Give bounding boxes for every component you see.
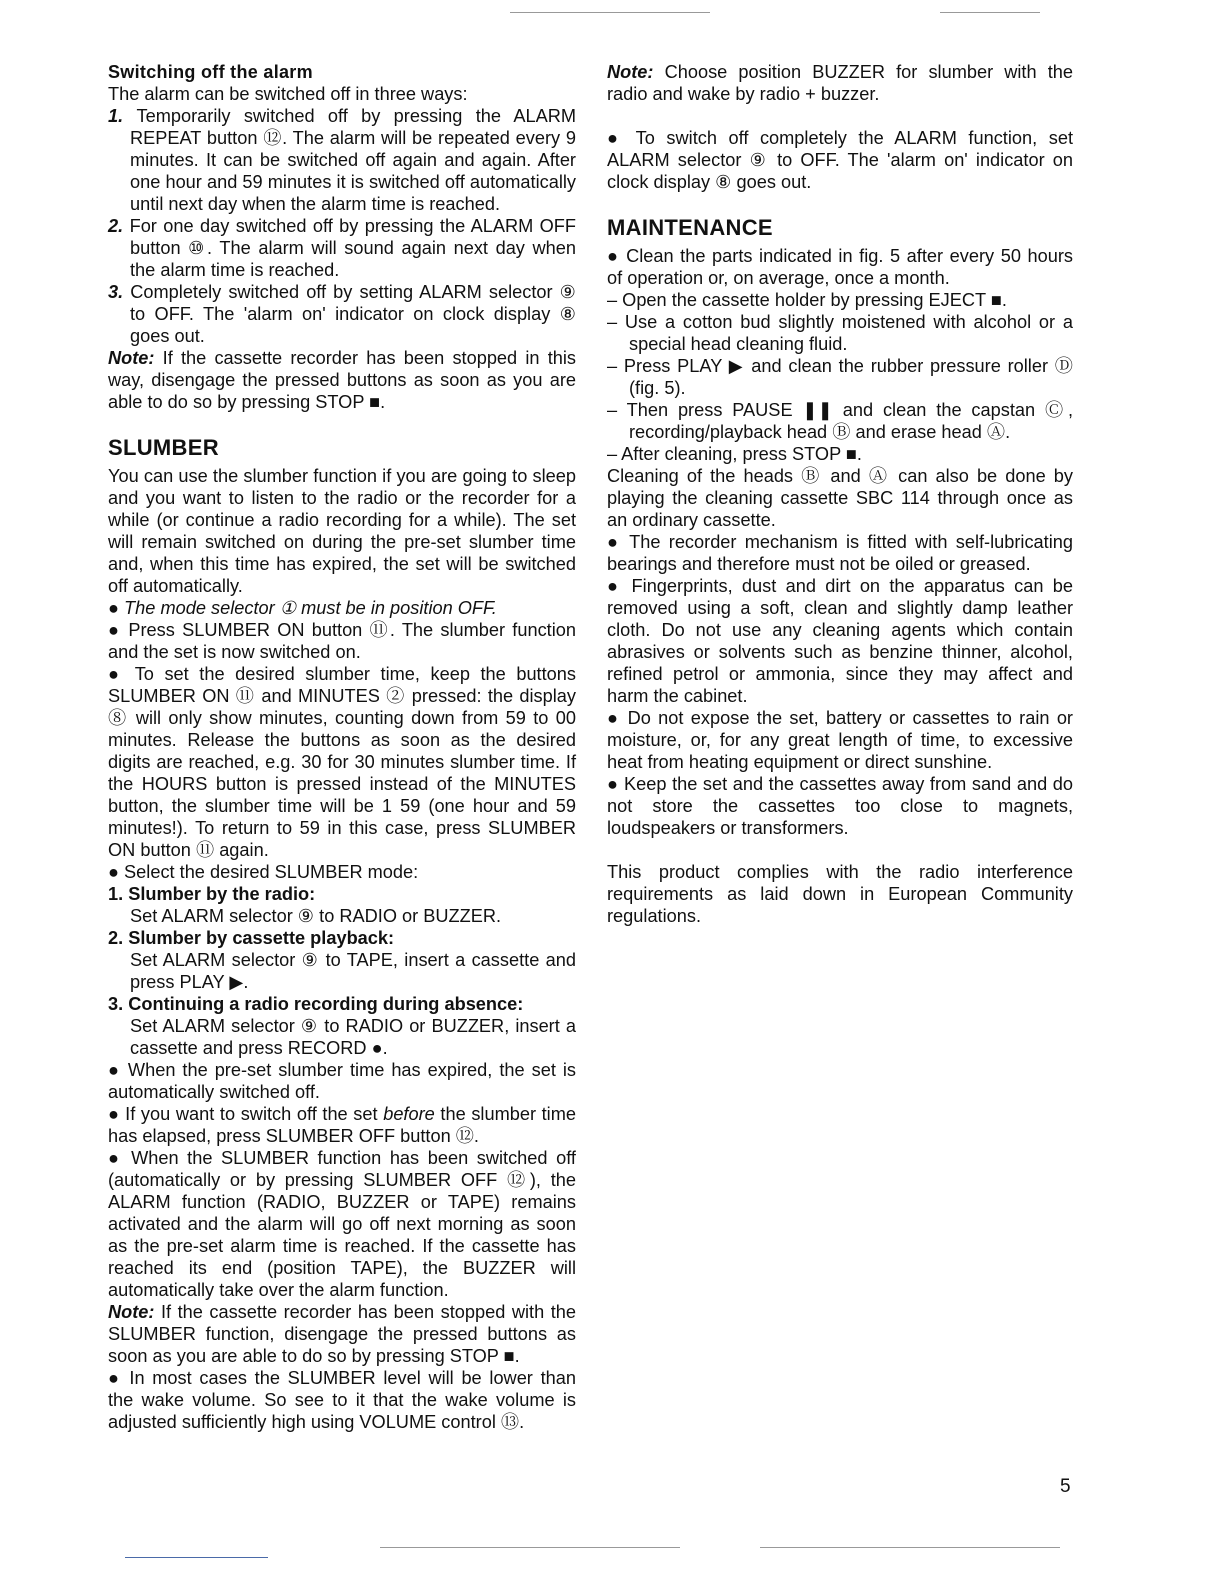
dash-item: [607, 443, 1073, 465]
text-run: SLUMBER: [108, 435, 219, 460]
text-run: 3. Continuing a radio recording during absence:: [108, 994, 524, 1014]
scan-artifact: [510, 12, 710, 13]
paragraph: [108, 1301, 576, 1367]
text-run: If the cassette recorder has been stopped with the SLUMBER function, disengage the pressed buttons as soon as you are able to do so by pressing STOP ■.: [108, 1302, 576, 1366]
paragraph: [108, 1367, 576, 1433]
text-run: Temporarily switched off by pressing the ALARM REPEAT button ⑫. The alarm will be repeated every 9 minutes. It can be switched off again and again. After one hour and 59 minutes it is switched off automatically until next day when the alarm time is reached.: [130, 106, 576, 214]
text-run: ● In most cases the SLUMBER level will be lower than the wake volume. So see to it that the wake volume is adjusted sufficiently high using VOLUME control ⑬.: [108, 1368, 576, 1432]
text-run: 1.: [108, 106, 137, 126]
paragraph: [108, 619, 576, 663]
text-run: – Use a cotton bud slightly moistened with alcohol or a special head cleaning fluid.: [607, 312, 1073, 354]
paragraph: [108, 465, 576, 597]
text-run: – After cleaning, press STOP ■.: [607, 444, 862, 464]
paragraph: [108, 1147, 576, 1301]
text-run: If the cassette recorder has been stopped in this way, disengage the pressed buttons as soon as you are able to do so by pressing STOP ■.: [108, 348, 577, 412]
text-run: ●: [108, 598, 125, 618]
paragraph: [607, 773, 1073, 839]
scan-artifact: [760, 1547, 1060, 1548]
text-run: ● Clean the parts indicated in fig. 5 after every 50 hours of operation or, on average, once a month.: [607, 246, 1073, 288]
scan-artifact: [380, 1547, 680, 1548]
text-run: Choose position BUZZER for slumber with the radio and wake by radio + buzzer.: [607, 62, 1074, 104]
text-run: before: [383, 1104, 435, 1124]
text-run: – Then press PAUSE ❚❚ and clean the capstan Ⓒ, recording/playback head Ⓑ and erase head Ⓐ.: [607, 400, 1073, 442]
paragraph: [607, 127, 1073, 193]
text-run: The alarm can be switched off in three ways:: [108, 84, 468, 104]
paragraph: [108, 597, 576, 619]
paragraph: [607, 61, 1073, 105]
numbered-item: [108, 281, 576, 347]
paragraph: [108, 1015, 576, 1059]
text-run: ● When the pre-set slumber time has expired, the set is automatically switched off.: [108, 1060, 576, 1102]
paragraph: [108, 663, 576, 861]
section-heading: [108, 61, 576, 83]
dash-item: [607, 311, 1073, 355]
text-run: – Open the cassette holder by pressing EJECT ■.: [607, 290, 1007, 310]
footer-rule: [125, 1557, 268, 1558]
text-run: Cleaning of the heads Ⓑ and Ⓐ can also be done by playing the cleaning cassette SBC 114 through once as an ordinary cassette.: [607, 466, 1073, 530]
dash-item: [607, 355, 1073, 399]
text-run: ● When the SLUMBER function has been switched off (automatically or by pressing SLUMBER OFF ⑫), the ALARM function (RADIO, BUZZER or TAPE) remains activated and the alarm will go off next morning as soon as the pre-set alarm time is reached. If the cassette has reached its end (position TAPE), the BUZZER will automatically take over the alarm function.: [108, 1148, 576, 1300]
paragraph: [108, 83, 576, 105]
paragraph: [108, 1059, 576, 1103]
numbered-item: [108, 993, 576, 1015]
text-run: Switching off the alarm: [108, 62, 313, 82]
scan-artifact: [940, 12, 1040, 13]
text-run: Set ALARM selector ⑨ to TAPE, insert a cassette and press PLAY ▶.: [130, 950, 576, 992]
dash-item: [607, 289, 1073, 311]
page-number: 5: [1060, 1476, 1071, 1497]
paragraph: [607, 861, 1073, 927]
text-run: The mode selector ① must be in position OFF.: [124, 598, 497, 618]
text-run: ● Press SLUMBER ON button ⑪. The slumber function and the set is now switched on.: [108, 620, 576, 662]
paragraph: [607, 245, 1073, 289]
numbered-item: [108, 105, 576, 215]
paragraph: [607, 707, 1073, 773]
text-run: Set ALARM selector ⑨ to RADIO or BUZZER, insert a cassette and press RECORD ●.: [130, 1016, 576, 1058]
text-run: the slumber time has elapsed, press SLUMBER OFF button ⑫.: [108, 1104, 576, 1146]
text-run: You can use the slumber function if you are going to sleep and you want to listen to the radio or the recorder for a while (or continue a radio recording for a while). The set will remain switched on during the pre-set slumber time and, when this time has expired, the set will be switched off automatically.: [108, 466, 576, 596]
paragraph: [607, 531, 1073, 575]
text-run: 2.: [108, 216, 130, 236]
right-column: [607, 61, 1073, 927]
text-run: ● Select the desired SLUMBER mode:: [108, 862, 419, 882]
dash-item: [607, 399, 1073, 443]
text-run: ● The recorder mechanism is fitted with self-lubricating bearings and therefore must not be oiled or greased.: [607, 532, 1073, 574]
paragraph: [607, 465, 1073, 531]
text-run: MAINTENANCE: [607, 215, 773, 240]
text-run: – Press PLAY ▶ and clean the rubber pressure roller Ⓓ (fig. 5).: [607, 356, 1073, 398]
text-run: Note:: [607, 62, 665, 82]
text-run: ● Fingerprints, dust and dirt on the apparatus can be removed using a soft, clean and slightly damp leather cloth. Do not use any cleaning agents which contain abrasives or solvents such as benzine thinner, alcohol, refined petrol or ammonia, since they may affect and harm the cabinet.: [607, 576, 1073, 706]
numbered-item: [108, 215, 576, 281]
paragraph: [108, 861, 576, 883]
text-run: ● To set the desired slumber time, keep the buttons SLUMBER ON ⑪ and MINUTES ② pressed: the display ⑧ will only show minutes, counting down from 59 to 00 minutes. Release the buttons as soon as the desired digits are reached, e.g. 30 for 30 minutes slumber time. If the HOURS button is pressed instead of the MINUTES button, the slumber time will be 1 59 (one hour and 59 minutes!). To return to 59 in this case, press SLUMBER ON button ⑪ again.: [108, 664, 576, 860]
text-run: ● Do not expose the set, battery or cassettes to rain or moisture, or, for any great length of time, to excessive heat from heating equipment or direct sunshine.: [607, 708, 1073, 772]
paragraph: [108, 949, 576, 993]
text-run: ● If you want to switch off the set: [108, 1104, 384, 1124]
text-run: 3.: [108, 282, 131, 302]
text-run: This product complies with the radio interference requirements as laid down in European Community regulations.: [607, 862, 1073, 926]
text-run: 1. Slumber by the radio:: [108, 884, 316, 904]
section-heading: [108, 435, 576, 461]
paragraph: [607, 575, 1073, 707]
section-heading: [607, 215, 1073, 241]
text-run: Note:: [108, 348, 163, 368]
paragraph: [108, 1103, 576, 1147]
text-run: Set ALARM selector ⑨ to RADIO or BUZZER.: [130, 906, 502, 926]
text-run: ● Keep the set and the cassettes away from sand and do not store the cassettes too close to magnets, loudspeakers or transformers.: [607, 774, 1073, 838]
paragraph: [108, 905, 576, 927]
numbered-item: [108, 883, 576, 905]
text-run: 2. Slumber by cassette playback:: [108, 928, 395, 948]
text-run: ● To switch off completely the ALARM function, set ALARM selector ⑨ to OFF. The 'alarm on' indicator on clock display ⑧ goes out.: [607, 128, 1073, 192]
text-run: Note:: [108, 1302, 161, 1322]
paragraph: [108, 347, 576, 413]
text-run: For one day switched off by pressing the ALARM OFF button ⑩. The alarm will sound again next day when the alarm time is reached.: [129, 216, 576, 280]
text-run: Completely switched off by setting ALARM selector ⑨ to OFF. The 'alarm on' indicator on clock display ⑧ goes out.: [130, 282, 576, 346]
left-column: [108, 61, 576, 1433]
numbered-item: [108, 927, 576, 949]
